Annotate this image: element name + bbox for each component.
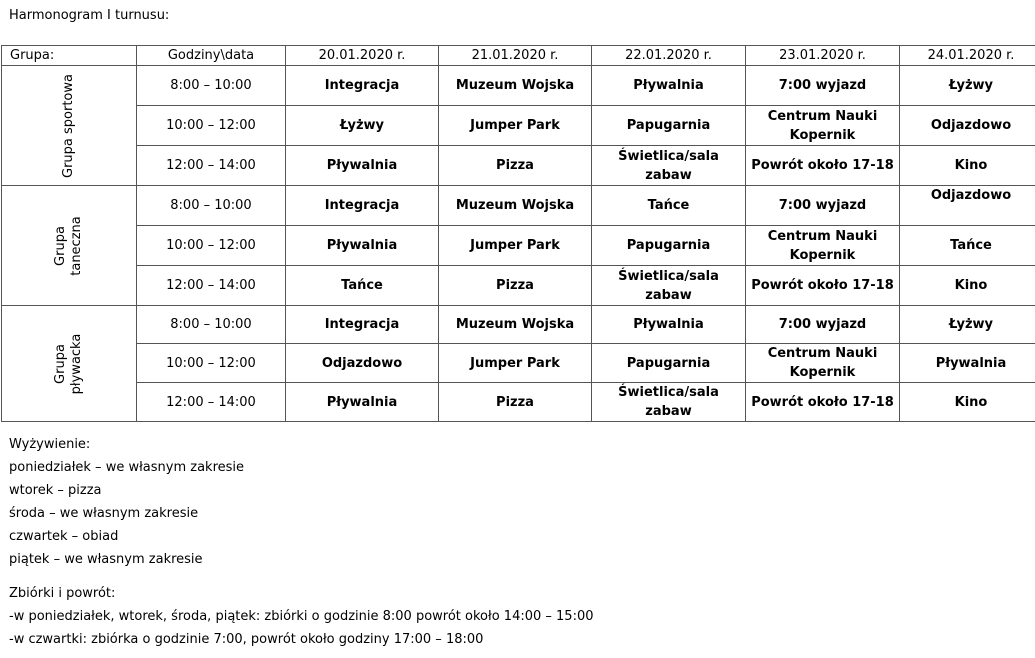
meal-item: piątek – we własnym zakresie: [9, 552, 203, 567]
pickup-heading: Zbiórki i powrót:: [9, 586, 116, 601]
activity-cell: Pizza: [439, 146, 592, 186]
date-header: 21.01.2020 r.: [439, 46, 592, 66]
activity-cell: Integracja: [286, 186, 439, 226]
meal-item: wtorek – pizza: [9, 483, 102, 498]
date-header: 22.01.2020 r.: [592, 46, 746, 66]
time-cell: 10:00 – 12:00: [137, 344, 286, 383]
activity-cell: Pizza: [439, 266, 592, 306]
activity-cell: Świetlica/sala zabaw: [592, 266, 746, 306]
activity-cell: Pływalnia: [286, 383, 439, 422]
activity-cell: 7:00 wyjazd: [746, 66, 900, 106]
pickup-item: -w czwartki: zbiórka o godzinie 7:00, powrót około godziny 17:00 – 18:00: [9, 632, 484, 647]
table-row: [2, 344, 1035, 383]
time-cell: 8:00 – 10:00: [137, 66, 286, 106]
notes-section: [9, 433, 594, 651]
group-label: Grupa taneczna: [53, 215, 84, 276]
time-column-header: Godziny\data: [137, 46, 286, 66]
date-header: 20.01.2020 r.: [286, 46, 439, 66]
meal-item: poniedziałek – we własnym zakresie: [9, 460, 245, 475]
activity-cell: Centrum Nauki Kopernik: [746, 226, 900, 266]
table-row: [2, 266, 1035, 306]
activity-cell: 7:00 wyjazd: [746, 306, 900, 344]
time-cell: 10:00 – 12:00: [137, 226, 286, 266]
activity-cell: Integracja: [286, 66, 439, 106]
group-label: Grupa pływacka: [53, 333, 84, 394]
activity-cell: Papugarnia: [592, 226, 746, 266]
group-label-cell: [2, 186, 137, 306]
pickup-item: -w poniedziałek, wtorek, środa, piątek: zbiórki o godzinie 8:00 powrót około 14:00 – 15:00: [9, 609, 594, 624]
activity-cell: 7:00 wyjazd: [746, 186, 900, 226]
group-column-header: Grupa:: [2, 46, 137, 66]
time-cell: 10:00 – 12:00: [137, 106, 286, 146]
activity-cell: Jumper Park: [439, 226, 592, 266]
activity-cell: Powrót około 17-18: [746, 383, 900, 422]
activity-cell: Odjazdowo: [900, 106, 1035, 146]
activity-cell: Kino: [900, 146, 1035, 186]
activity-cell: Integracja: [286, 306, 439, 344]
date-header: 24.01.2020 r.: [900, 46, 1035, 66]
activity-cell: Jumper Park: [439, 344, 592, 383]
activity-cell: Centrum Nauki Kopernik: [746, 344, 900, 383]
activity-cell: Muzeum Wojska: [439, 186, 592, 226]
time-cell: 12:00 – 14:00: [137, 266, 286, 306]
table-row: [2, 146, 1035, 186]
activity-cell: Powrót około 17-18: [746, 146, 900, 186]
group-label-cell: [2, 66, 137, 186]
activity-cell: Kino: [900, 266, 1035, 306]
activity-cell: Łyżwy: [900, 66, 1035, 106]
activity-cell: Łyżwy: [286, 106, 439, 146]
table-row: [2, 226, 1035, 266]
activity-cell: Jumper Park: [439, 106, 592, 146]
activity-cell: Tańce: [286, 266, 439, 306]
activity-cell: Kino: [900, 383, 1035, 422]
page-title: Harmonogram I turnusu:: [9, 8, 170, 23]
table-row: [2, 186, 1035, 226]
activity-cell: Muzeum Wojska: [439, 306, 592, 344]
activity-cell: Papugarnia: [592, 344, 746, 383]
activity-cell: Centrum Nauki Kopernik: [746, 106, 900, 146]
activity-cell: Pływalnia: [592, 306, 746, 344]
activity-cell: Świetlica/sala zabaw: [592, 383, 746, 422]
schedule-table: [1, 45, 1035, 422]
date-header: 23.01.2020 r.: [746, 46, 900, 66]
table-row: [2, 66, 1035, 106]
activity-cell: Pływalnia: [286, 226, 439, 266]
table-row: [2, 383, 1035, 422]
activity-cell: Muzeum Wojska: [439, 66, 592, 106]
spacer: [9, 571, 594, 582]
activity-cell: Odjazdowo: [900, 186, 1035, 226]
activity-cell: Tańce: [900, 226, 1035, 266]
meals-heading: Wyżywienie:: [9, 437, 91, 452]
activity-cell: Pływalnia: [286, 146, 439, 186]
activity-cell: Papugarnia: [592, 106, 746, 146]
time-cell: 8:00 – 10:00: [137, 186, 286, 226]
table-row: [2, 306, 1035, 344]
meal-item: środa – we własnym zakresie: [9, 506, 199, 521]
time-cell: 8:00 – 10:00: [137, 306, 286, 344]
activity-cell: Powrót około 17-18: [746, 266, 900, 306]
time-cell: 12:00 – 14:00: [137, 146, 286, 186]
group-label-cell: [2, 306, 137, 422]
meal-item: czwartek – obiad: [9, 529, 119, 544]
time-cell: 12:00 – 14:00: [137, 383, 286, 422]
header-row: [2, 46, 1035, 66]
activity-cell: Tańce: [592, 186, 746, 226]
table-row: [2, 106, 1035, 146]
activity-cell: Pływalnia: [900, 344, 1035, 383]
activity-cell: Odjazdowo: [286, 344, 439, 383]
activity-cell: Łyżwy: [900, 306, 1035, 344]
group-label: Grupa sportowa: [61, 73, 76, 178]
activity-cell: Świetlica/sala zabaw: [592, 146, 746, 186]
activity-cell: Pływalnia: [592, 66, 746, 106]
activity-cell: Pizza: [439, 383, 592, 422]
